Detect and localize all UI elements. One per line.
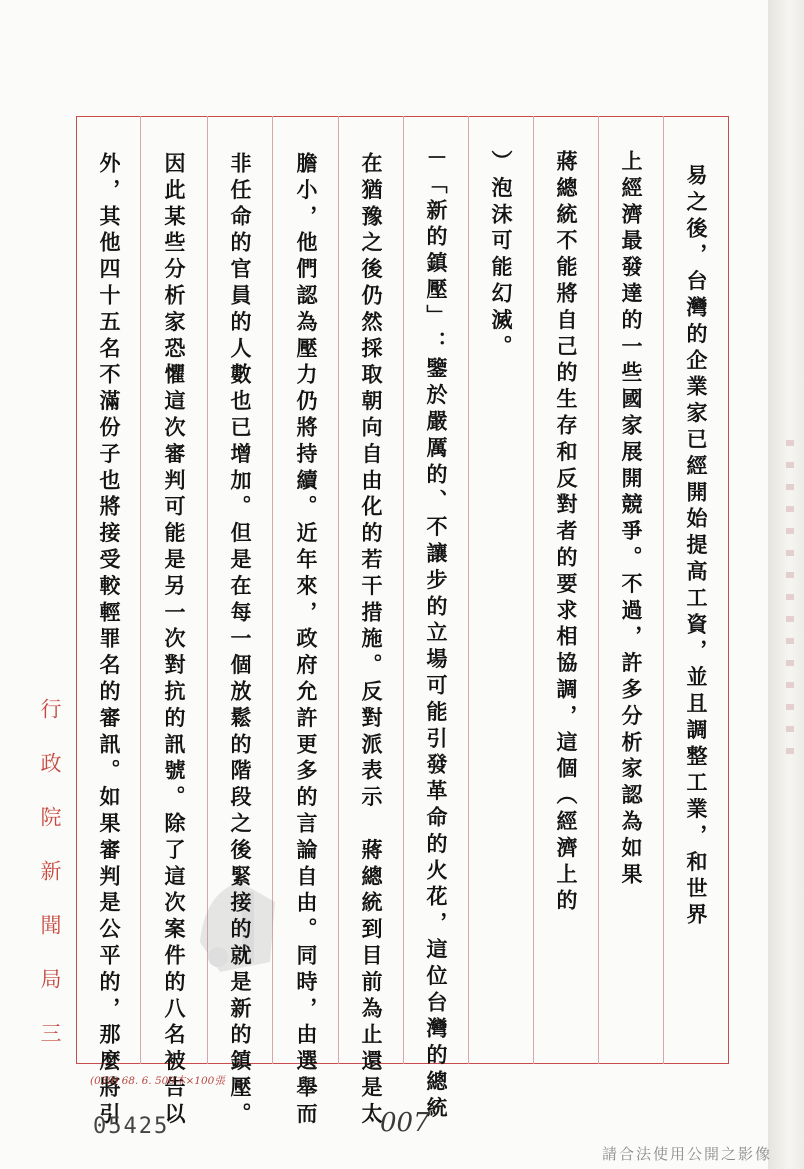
text-column-9: 因此某些分析家恐懼這次審判可能是另一次對抗的訊號。除了這次案件的八名被告以 [162, 152, 187, 1129]
sheet-number: 三 [38, 1022, 62, 1076]
usage-watermark: 請合法使用公開之影像 [602, 1145, 773, 1163]
column-rule [468, 116, 469, 1064]
column-rule [663, 116, 664, 1064]
column-rule [140, 116, 141, 1064]
column-rule [533, 116, 534, 1064]
text-column-7: 膽小，他們認為壓力仍將持續。近年來，政府允許更多的言論自由。同時，由選舉而 [294, 152, 319, 1129]
agency-name: 行政院新聞局 [38, 698, 62, 1022]
column-rule [403, 116, 404, 1064]
document-number: 05425 [93, 1114, 170, 1139]
text-column-6: 在猶豫之後仍然採取朝向自由化的若干措施。反對派表示 蔣總統到目前為止還是太 [359, 152, 384, 1129]
column-rule [598, 116, 599, 1064]
column-rule [338, 116, 339, 1064]
binding-marks [786, 440, 794, 770]
print-info: (039) 68. 6. 500本×100張 [90, 1075, 225, 1087]
page-number: 007 [380, 1108, 430, 1138]
agency-letterhead [38, 698, 62, 1076]
text-column-3: 蔣總統不能將自己的生存和反對者的要求相協調，這個（經濟上的 [554, 150, 579, 916]
text-column-2: 上經濟最發達的一些國家展開競爭。不過，許多分析家認為如果 [619, 150, 644, 890]
text-column-5: －「新的鎮壓」：鑒於嚴厲的、不讓步的立場可能引發革命的火花，這位台灣的總統 [424, 146, 449, 1123]
text-column-4: ）泡沫可能幻滅。 [489, 150, 514, 362]
text-column-10: 外，其他四十五名不滿份子也將接受較輕罪名的審訊。如果審判是公平的，那麼將引 [97, 152, 122, 1129]
text-column-1: 易之後，台灣的企業家已經開始提高工資，並且調整工業，和世界 [684, 164, 709, 930]
text-column-8: 非任命的官員的人數也已增加。但是在每一個放鬆的階段之後緊接的就是新的鎮壓。 [228, 152, 253, 1129]
